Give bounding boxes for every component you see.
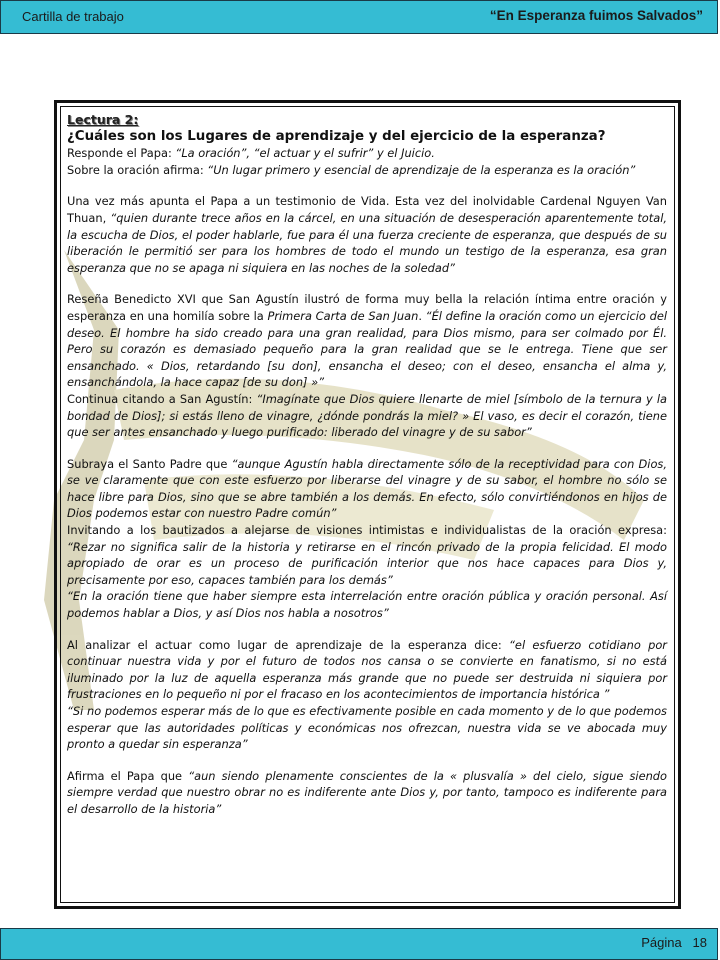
paragraph: Subraya el Santo Padre que “aunque Agustín habla directamente sólo de la receptividad para con Dios, se ve claramente que con este esfuerzo por liberarse del vinagre y de su sabor, el hombre no sólo se hace libre para Dios, sino que se abre también a los demás. En efecto, sólo convirtiéndonos en hijos de Dios podemos estar con nuestro Padre común” [67, 456, 667, 521]
page-number: Página 18 [641, 935, 707, 950]
paragraph: Continua citando a San Agustín: “Imagínate que Dios quiere llenarte de miel [símbolo de la ternura y la bondad de Dios]; si estás lleno de vinagre, ¿dónde pondrás la miel? » El vaso, es decir el corazón, tiene que ser antes ensanchado y luego purificado: liberado del vinagre y de su sabor” [67, 391, 667, 440]
paragraph: “Si no podemos esperar más de lo que es efectivamente posible en cada momento y de lo que podemos esperar que las autoridades políticas y económicas nos ofrezcan, nuestra vida se ve abocada muy pronto a quedar sin esperanza” [67, 704, 667, 752]
paragraph: Al analizar el actuar como lugar de aprendizaje de la esperanza dice: “el esfuerzo cotidiano por continuar nuestra vida y por el futuro de todos nos cansa o se convierte en fanatismo, si no está iluminado por la luz de aquella esperanza más grande que no puede ser destruida ni siquiera por frustraciones en lo pequeño ni por el fracaso en los acontecimientos de importancia histórica ” [67, 637, 667, 702]
footer-bar [0, 928, 718, 960]
paragraph: “En la oración tiene que haber siempre esta interrelación entre oración pública y oración personal. Así podemos hablar a Dios, y así Dios nos habla a nosotros” [67, 589, 667, 621]
paragraph: Sobre la oración afirma: “Un lugar primero y esencial de aprendizaje de la esperanza es la oración” [67, 162, 636, 177]
reading-label: Lectura 2: [67, 112, 139, 127]
paragraph: Reseña Benedicto XVI que San Agustín ilustró de forma muy bella la relación íntima entre oración y esperanza en una homilía sobre la Primera Carta de San Juan. “Él define la oración como un ejercicio del deseo. El hombre ha sido creado para una gran realidad, para Dios mismo, para ser colmado por Él. Pero su corazón es demasiado pequeño para la gran realidad que se le entrega. Tiene que ser ensanchado. « Dios, retardando [su don], ensancha el deseo; con el deseo, ensancha el alma y, ensanchándola, la hace capaz [de su don] »” [67, 292, 667, 390]
paragraph: Responde el Papa: “La oración”, “el actuar y el sufrir” y el Juicio. [67, 146, 435, 161]
paragraph: Afirma el Papa que “aun siendo plenamente conscientes de la « plusvalía » del cielo, sigue siendo siempre verdad que nuestro obrar no es indiferente ante Dios y, por tanto, tampoco es indiferente para el desarrollo de la historia” [67, 768, 668, 816]
header-left-title: Cartilla de trabajo [22, 9, 124, 24]
header-bar [0, 0, 718, 34]
header-right-title: “En Esperanza fuimos Salvados” [489, 8, 703, 23]
reading-title: ¿Cuáles son los Lugares de aprendizaje y del ejercicio de la esperanza? [67, 128, 606, 144]
paragraph: Una vez más apunta el Papa a un testimonio de Vida. Esta vez del inolvidable Cardenal Nguyen Van Thuan, “quien durante trece años en la cárcel, en una situación de desesperación aparentemente total, la escucha de Dios, el poder hablarle, fue para él una fuerza creciente de esperanza, que después de su liberación le permitió ser para los hombres de todo el mundo un testigo de la esperanza, esa gran esperanza que no se apaga ni siquiera en las noches de la soledad” [67, 194, 667, 275]
reading-content [67, 112, 667, 818]
paragraph: Invitando a los bautizados a alejarse de visiones intimistas e individualistas de la oración expresa: “Rezar no significa salir de la historia y retirarse en el rincón privado de la propia felicidad. El modo apropiado de orar es un proceso de purificación interior que nos hace capaces para Dios y, precisamente por eso, capaces también para los demás” [67, 523, 667, 587]
